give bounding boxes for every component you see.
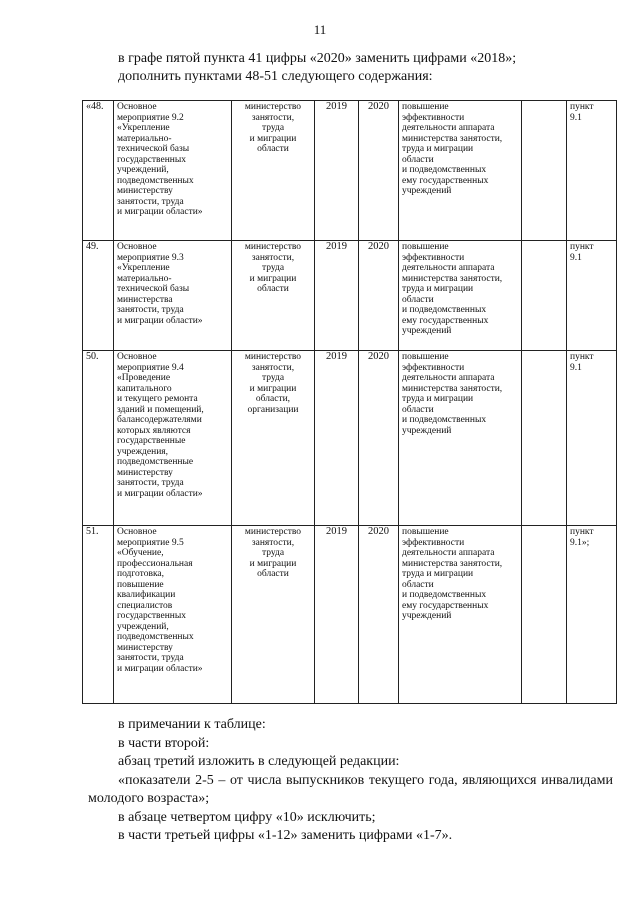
start-year-cell: 2019 [315,241,359,351]
intro-line: в графе пятой пункта 41 цифры «2020» заменить цифрами «2018»; [118,51,517,66]
reference-cell: пункт 9.1 [567,351,617,526]
end-year-cell: 2020 [359,351,399,526]
end-year-cell: 2020 [359,101,399,241]
result-cell: повышение эффективности деятельности аппарата министерства занятости, труда и миграции области и подведомственных ему государственных учреждений [399,101,522,241]
reference-cell: пункт 9.1»; [567,526,617,704]
end-year-cell: 2020 [359,526,399,704]
start-year-cell: 2019 [315,351,359,526]
page-number: 11 [313,22,327,37]
start-year-cell: 2019 [315,526,359,704]
executor-cell: министерство занятости, труда и миграции области [232,241,315,351]
empty-cell [522,241,567,351]
amendment-table [82,100,617,704]
intro-line: дополнить пунктами 48-51 следующего содержания: [118,69,433,84]
note-line: «показатели 2-5 – от числа выпускников текущего года, являющихся инвалидами молодого возраста»; [88,772,613,806]
start-year-cell: 2019 [315,101,359,241]
note-line: в абзаце четвертом цифру «10» исключить; [118,809,376,825]
note-line: абзац третий изложить в следующей редакции: [118,754,400,769]
result-cell: повышение эффективности деятельности аппарата министерства занятости, труда и миграции области и подведомственных ему государственных учреждений [399,241,522,351]
empty-cell [522,526,567,704]
result-cell: повышение эффективности деятельности аппарата министерства занятости, труда и миграции области и подведомственных ему государственных учреждений [399,526,522,704]
activity-cell: Основное мероприятие 9.4 «Проведение капитального и текущего ремонта зданий и помещений, балансодержателями которых являются государственные учреждения, подведомственные министерству занятости, труда и миграции области» [114,351,232,526]
note-line: в части третьей цифры «1-12» заменить цифрами «1-7». [118,828,453,843]
table-row [83,101,617,241]
end-year-cell: 2020 [359,241,399,351]
empty-cell [522,351,567,526]
reference-cell: пункт 9.1 [567,101,617,241]
executor-cell: министерство занятости, труда и миграции области, организации [232,351,315,526]
note-line: в примечании к таблице: [118,717,266,732]
table-row [83,351,617,526]
row-number: 50. [83,351,114,526]
intro-text [88,50,608,86]
row-number: «48. [83,101,114,241]
note-line: в части второй: [118,735,210,751]
empty-cell [522,101,567,241]
row-number: 51. [83,526,114,704]
activity-cell: Основное мероприятие 9.5 «Обучение, профессиональная подготовка, повышение квалификации специалистов государственных учреждений, подведомственных министерству занятости, труда и миграции области» [114,526,232,704]
activity-cell: Основное мероприятие 9.3 «Укрепление материально- технической базы министерства занятости, труда и миграции области» [114,241,232,351]
row-number: 49. [83,241,114,351]
executor-cell: министерство занятости, труда и миграции области [232,101,315,241]
notes-text [88,716,613,846]
activity-cell: Основное мероприятие 9.2 «Укрепление материально- технической базы государственных учреждений, подведомственных министерству занятости, труда и миграции области» [114,101,232,241]
executor-cell: министерство занятости, труда и миграции области [232,526,315,704]
result-cell: повышение эффективности деятельности аппарата министерства занятости, труда и миграции области и подведомственных учреждений [399,351,522,526]
table-row [83,526,617,704]
reference-cell: пункт 9.1 [567,241,617,351]
table-row [83,241,617,351]
